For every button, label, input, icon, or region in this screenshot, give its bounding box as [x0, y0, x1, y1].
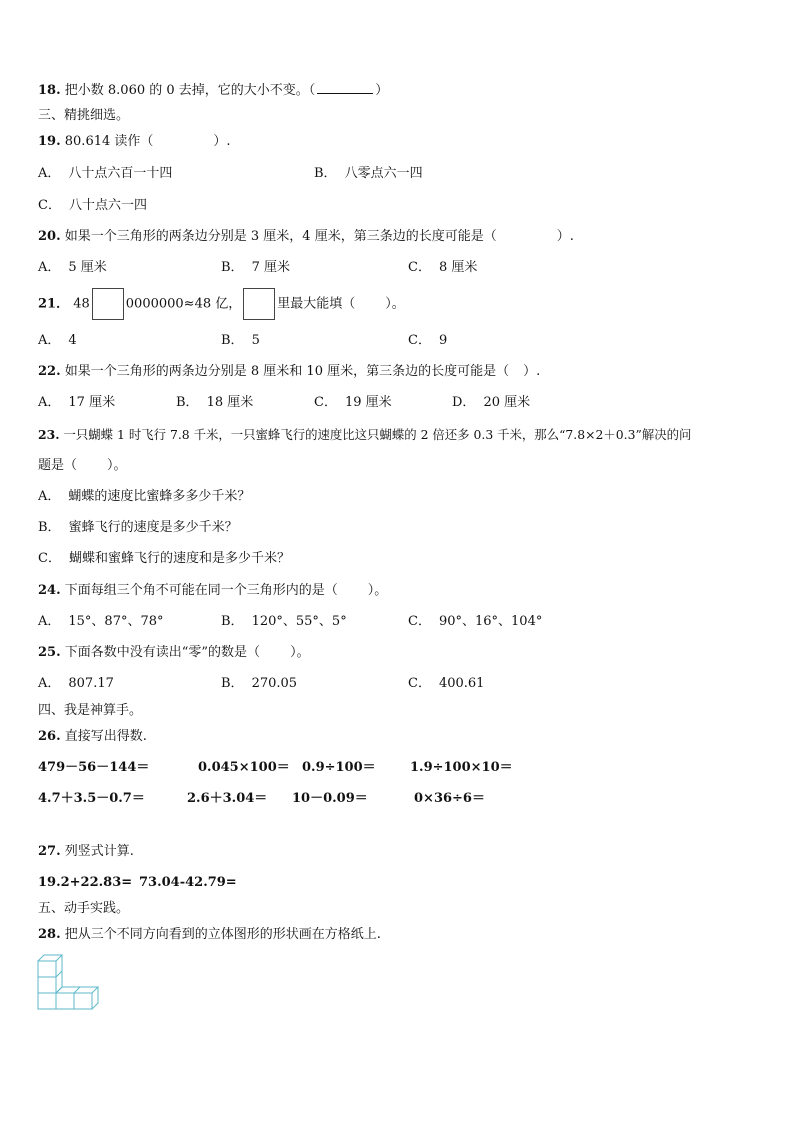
option-letter: D．: [452, 395, 476, 410]
calc-item: 1.9÷100×10＝: [410, 760, 513, 775]
option-text: 20 厘米: [483, 395, 531, 410]
question-text: 把从三个不同方向看到的立体图形的形状画在方格纸上.: [64, 927, 381, 942]
calc-item: 73.04-42.79=: [139, 875, 237, 890]
option-letter: B．: [221, 676, 244, 691]
option-text: 400.61: [438, 676, 485, 691]
question-text: 下面各数中没有读出“零”的数是（: [64, 645, 261, 660]
option-text: 8 厘米: [438, 260, 478, 275]
option-c[interactable]: [408, 613, 542, 631]
digit-box[interactable]: [243, 288, 275, 320]
question-number: 26.: [38, 729, 61, 744]
question-24: [38, 582, 387, 600]
question-text-end: ）。: [367, 583, 388, 598]
cube-face: [38, 977, 56, 993]
question-text: 直接写出得数.: [64, 729, 147, 744]
question-number: 19.: [38, 134, 61, 149]
option-a[interactable]: [38, 165, 172, 183]
question-text-end: ）.: [213, 134, 231, 149]
question-number: 22.: [38, 364, 61, 379]
question-text: 80.614 读作（: [64, 134, 154, 149]
option-text: 90°、16°、104°: [438, 614, 543, 629]
question-22: [38, 363, 540, 381]
question-text: 如果一个三角形的两条边分别是 3 厘米，4 厘米，第三条边的长度可能是（: [64, 229, 497, 244]
calc-item: 10－0.09＝: [292, 791, 368, 806]
option-b[interactable]: [176, 394, 253, 412]
option-text: 八十点六一四: [68, 198, 147, 213]
option-a[interactable]: [38, 613, 164, 631]
option-a[interactable]: [38, 488, 250, 506]
question-23-line2: [38, 457, 127, 475]
option-letter: C．: [38, 551, 61, 566]
option-letter: B．: [176, 395, 199, 410]
question-20: [38, 228, 574, 246]
stacked-cubes-figure: [36, 951, 100, 1013]
calc-item: 0.9÷100＝: [302, 760, 376, 775]
option-letter: B．: [38, 520, 61, 535]
option-a[interactable]: [38, 675, 114, 693]
option-text: 蝴蝶的速度比蜜蜂多多少千米？: [68, 489, 251, 504]
question-number: 27.: [38, 844, 61, 859]
option-c[interactable]: [38, 550, 290, 568]
question-text: 48: [73, 296, 90, 312]
calc-item: 0×36÷6＝: [414, 791, 485, 806]
question-text: 一只蝴蝶 1 时飞行 7.8 千米，一只蜜蜂飞行的速度比这只蝴蝶的 2 倍还多 0.3 千米，那么“7.8×2＋0.3”解决的问: [63, 427, 692, 442]
question-26: [38, 728, 147, 746]
option-letter: A．: [38, 489, 61, 504]
question-text: 下面每组三个角不可能在同一个三角形内的是（: [64, 583, 338, 598]
option-d[interactable]: [452, 394, 530, 412]
option-letter: A．: [38, 614, 61, 629]
calc-item: 2.6＋3.04＝: [187, 791, 268, 806]
option-text: 120°、55°、5°: [251, 614, 347, 629]
question-text: 把小数 8.060 的 0 去掉，它的大小不变。（: [64, 83, 316, 98]
section-4-title: 四、我是神算手。: [38, 703, 143, 718]
question-text: 如果一个三角形的两条边分别是 8 厘米和 10 厘米，第三条边的长度可能是（: [64, 364, 510, 379]
option-text: 蜜蜂飞行的速度是多少千米？: [68, 520, 238, 535]
calc-item: 19.2+22.83=: [38, 875, 133, 890]
digit-box[interactable]: [92, 288, 124, 320]
calc-item: 479－56－144＝: [38, 760, 150, 775]
option-text: 15°、87°、78°: [68, 614, 164, 629]
question-text: 列竖式计算.: [64, 844, 134, 859]
question-number: 21．: [38, 296, 70, 312]
question-number: 18.: [38, 83, 61, 98]
question-text-end: ）: [375, 83, 389, 98]
option-text: 八十点六百一十四: [68, 166, 173, 181]
question-text: 里最大能填（: [277, 296, 356, 312]
option-b[interactable]: [221, 613, 347, 631]
option-b[interactable]: [221, 259, 290, 277]
option-letter: C．: [408, 676, 431, 691]
question-28: [38, 926, 381, 944]
option-letter: B．: [221, 614, 244, 629]
option-text: 18 厘米: [206, 395, 254, 410]
option-letter: A．: [38, 676, 61, 691]
option-c[interactable]: [38, 197, 147, 215]
option-b[interactable]: [221, 675, 297, 693]
option-c[interactable]: [314, 394, 392, 412]
option-letter: A．: [38, 260, 61, 275]
section-3-title: 三、精挑细选。: [38, 108, 130, 123]
question-23: [38, 426, 691, 444]
option-c[interactable]: [408, 332, 447, 350]
question-text: 0000000≈48 亿，: [125, 296, 242, 312]
option-text: 5 厘米: [68, 260, 107, 275]
question-number: 24.: [38, 583, 61, 598]
cube-face: [38, 961, 56, 977]
cube-face: [56, 993, 74, 1009]
option-letter: B．: [314, 166, 337, 181]
question-text-end: ）。: [107, 458, 127, 473]
question-text-end: ）.: [523, 364, 541, 379]
option-letter: C．: [408, 614, 431, 629]
cube-face: [74, 993, 92, 1009]
cube-face: [38, 993, 56, 1009]
option-letter: B．: [221, 333, 244, 348]
question-text-end: ）.: [556, 229, 574, 244]
option-text: 9: [438, 333, 448, 348]
option-b[interactable]: [38, 519, 238, 537]
option-c[interactable]: [408, 675, 484, 693]
question-19: [38, 133, 231, 151]
question-25: [38, 644, 310, 662]
cube-top: [38, 955, 62, 961]
option-text: 5: [251, 333, 260, 348]
section-5-title: 五、动手实践。: [38, 901, 130, 916]
option-b[interactable]: [221, 332, 260, 350]
option-text: 19 厘米: [344, 395, 392, 410]
question-text-end: ）。: [385, 296, 405, 312]
option-letter: A．: [38, 395, 61, 410]
option-text: 270.05: [251, 676, 298, 691]
option-text: 807.17: [68, 676, 114, 691]
option-letter: A．: [38, 166, 61, 181]
option-text: 4: [68, 333, 77, 348]
calc-item: 4.7＋3.5－0.7＝: [38, 791, 145, 806]
option-text: 17 厘米: [68, 395, 116, 410]
question-text: 题是（: [38, 458, 78, 473]
option-letter: C．: [38, 198, 61, 213]
question-27: [38, 843, 134, 861]
option-text: 八零点六一四: [344, 166, 423, 181]
option-c[interactable]: [408, 259, 477, 277]
question-text-end: ）。: [290, 645, 310, 660]
question-number: 25.: [38, 645, 61, 660]
option-a[interactable]: [38, 332, 77, 350]
option-a[interactable]: [38, 259, 107, 277]
option-b[interactable]: [314, 165, 423, 183]
option-letter: B．: [221, 260, 244, 275]
option-letter: C．: [314, 395, 337, 410]
option-a[interactable]: [38, 394, 115, 412]
question-number: 28.: [38, 927, 61, 942]
answer-blank[interactable]: [317, 81, 373, 94]
question-number: 23.: [38, 427, 60, 442]
question-21: [38, 288, 405, 321]
option-letter: A．: [38, 333, 61, 348]
calc-item: 0.045×100＝: [198, 760, 290, 775]
option-letter: C．: [408, 333, 431, 348]
option-text: 7 厘米: [251, 260, 290, 275]
question-18: [38, 81, 388, 100]
option-text: 蝴蝶和蜜蜂飞行的速度和是多少千米？: [68, 551, 290, 566]
question-number: 20.: [38, 229, 61, 244]
option-letter: C．: [408, 260, 431, 275]
